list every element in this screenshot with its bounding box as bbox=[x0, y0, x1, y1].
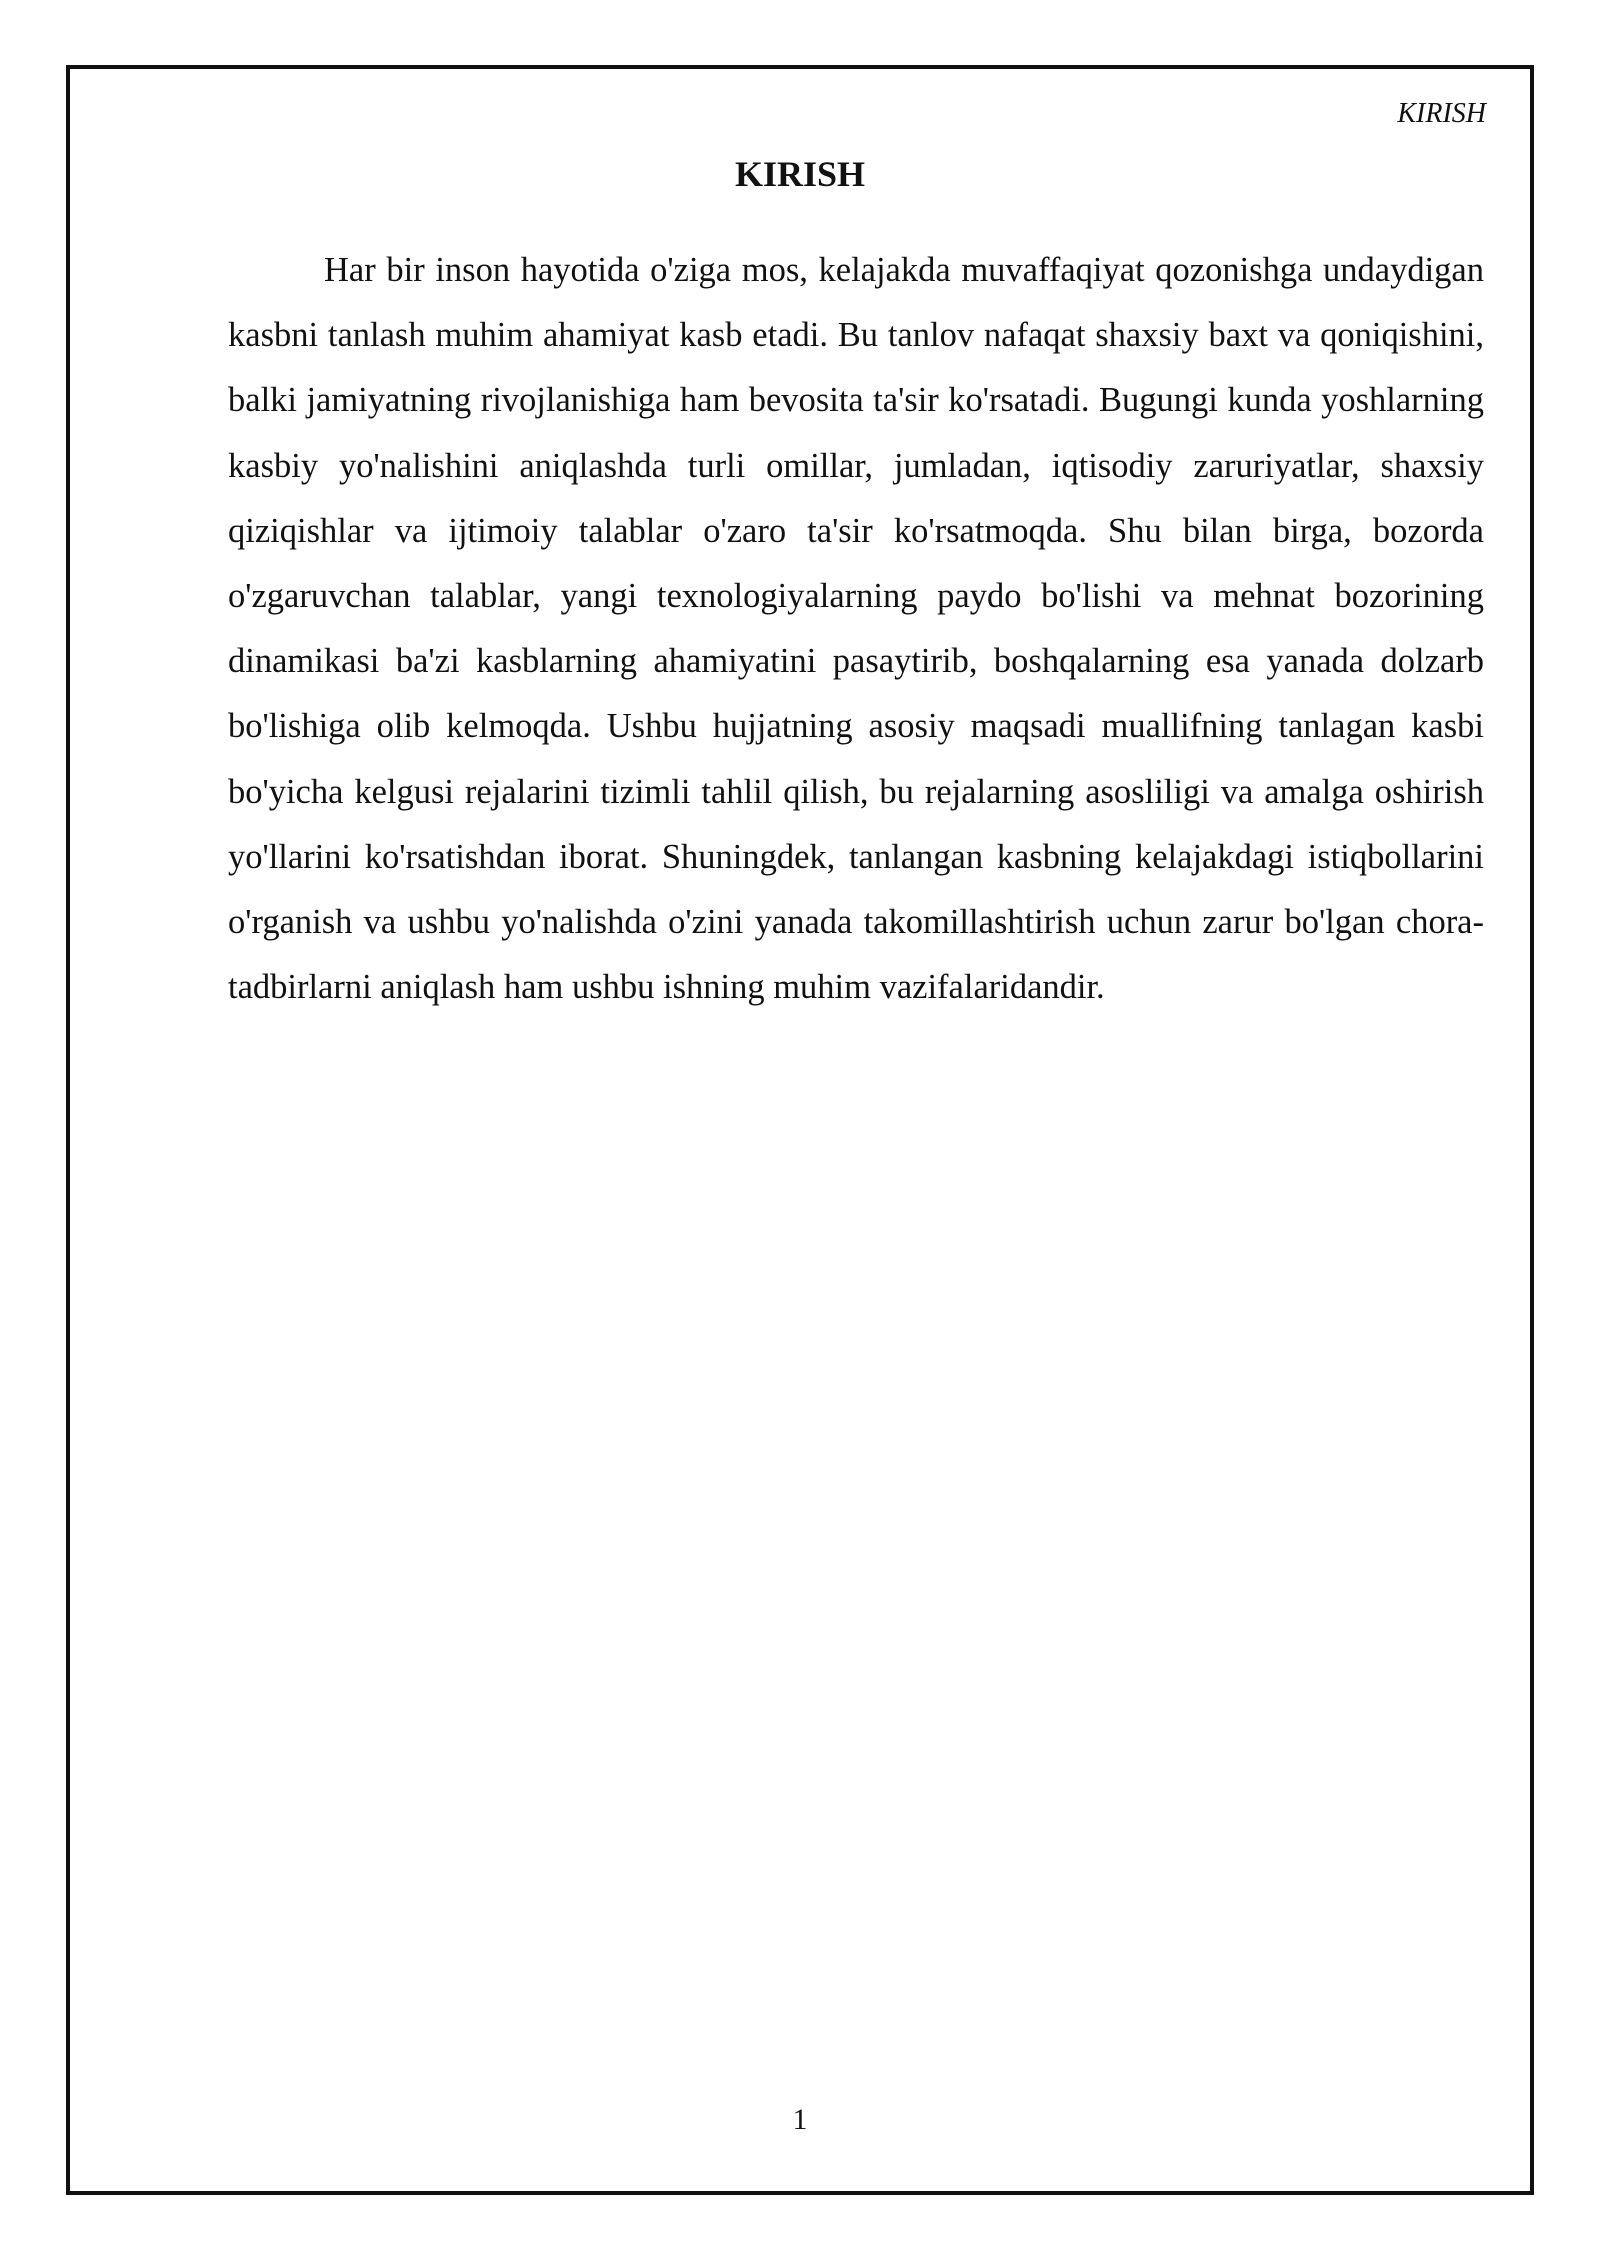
running-header: KIRISH bbox=[1397, 98, 1486, 129]
body-paragraph: Har bir inson hayotida o'ziga mos, kelajakda muvaffaqiyat qozonishga undaydigan kasbni tanlash muhim ahamiyat kasb etadi. Bu tanlov nafaqat shaxsiy baxt va qoniqishini, balki jamiyatning rivojlanishiga ham bevosita ta'sir ko'rsatadi. Bugungi kunda yoshlarning kasbiy yo'nalishini aniqlashda turli omillar, jumladan, iqtisodiy zaruriyatlar, shaxsiy qiziqishlar va ijtimoiy talablar o'zaro ta'sir ko'rsatmoqda. Shu bilan birga, bozorda o'zgaruvchan talablar, yangi texnologiyalarning paydo bo'lishi va mehnat bozorining dinamikasi ba'zi kasblarning ahamiyatini pasaytirib, boshqalarning esa yanada dolzarb bo'lishiga olib kelmoqda. Ushbu hujjatning asosiy maqsadi muallifning tanlagan kasbi bo'yicha kelgusi rejalarini tizimli tahlil qilish, bu rejalarning asosliligi va amalga oshirish yo'llarini ko'rsatishdan iborat. Shuningdek, tanlangan kasbning kelajakdagi istiqbollarini o'rganish va ushbu yo'nalishda o'zini yanada takomillashtirish uchun zarur bo'lgan chora-tadbirlarni aniqlash ham ushbu ishning muhim vazifalaridandir. bbox=[228, 251, 1484, 1007]
page-number: 1 bbox=[792, 2103, 808, 2136]
page-title: KIRISH bbox=[734, 154, 866, 194]
